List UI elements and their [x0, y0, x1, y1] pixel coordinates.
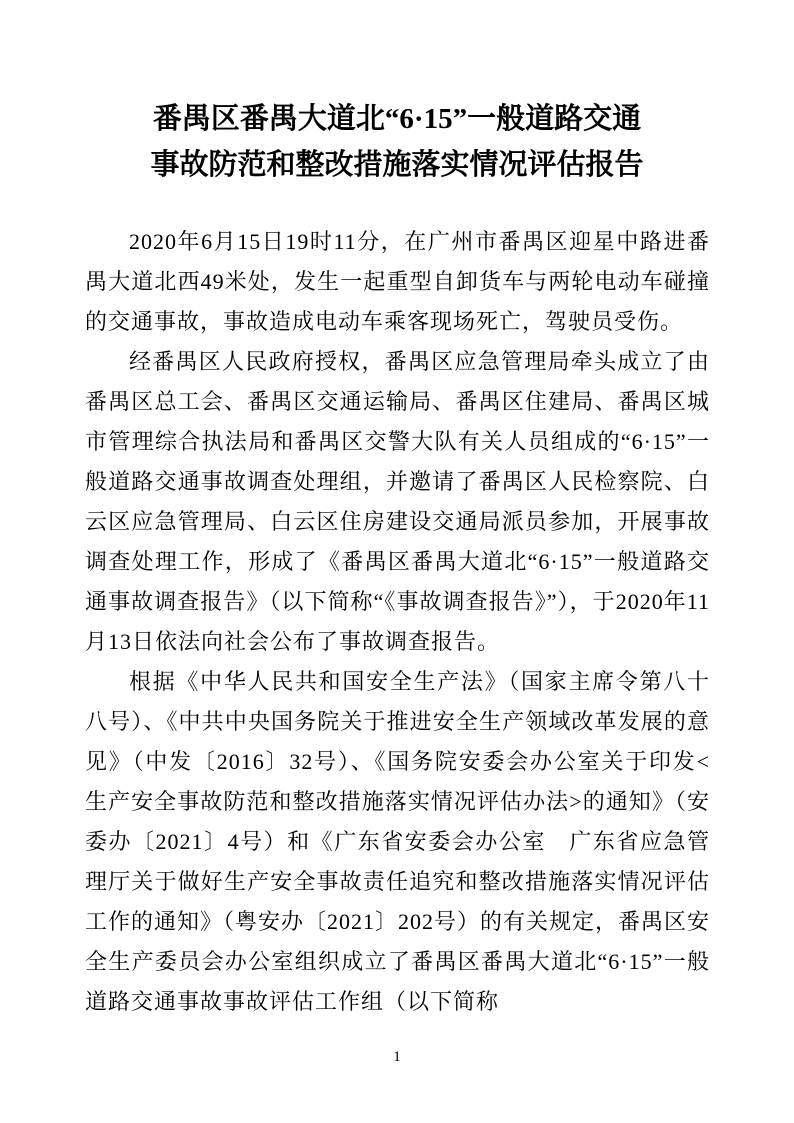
paragraph-investigation-group: 经番禺区人民政府授权，番禺区应急管理局牵头成立了由番禺区总工会、番禺区交通运输局、番禺区住建局、番禺区城市管理综合执法局和番禺区交警大队有关人员组成的“6·15”一般道路交通事故调查处理组，并邀请了番禺区人民检察院、白云区应急管理局、白云区住房建设交通局派员参加，开展事故调查处理工作，形成了《番禺区番禺大道北“6·15”一般道路交通事故调查报告》（以下简称“《事故调查报告》”），于2020年11月13日依法向社会公布了事故调查报告。: [85, 349, 710, 654]
document-title: [0, 96, 794, 188]
paragraph-legal-basis: 根据《中华人民共和国安全生产法》（国家主席令第八十八号）、《中共中央国务院关于推进安全生产领域改革发展的意见》（中发〔2016〕32号）、《国务院安委会办公室关于印发<生产安全事故防范和整改措施落实情况评估办法>的通知》（安委办〔2021〕4号）和《广东省安委会办公室 广东省应急管理厅关于做好生产安全事故责任追究和整改措施落实情况评估工作的通知》（粤安办〔2021〕202号）的有关规定，番禺区安全生产委员会办公室组织成立了番禺区番禺大道北“6·15”一般道路交通事故事故评估工作组（以下简称: [85, 669, 711, 1014]
page-number: 1: [393, 1049, 401, 1065]
document-body: [85, 222, 710, 1022]
title-line-2: 事故防范和整改措施落实情况评估报告: [150, 149, 644, 181]
title-line-1: 番禺区番禺大道北“6·15”一般道路交通: [152, 103, 642, 135]
paragraph-accident-summary: 2020年6月15日19时11分，在广州市番禺区迎星中路进番禺大道北西49米处，发生一起重型自卸货车与两轮电动车碰撞的交通事故，事故造成电动车乘客现场死亡，驾驶员受伤。: [85, 229, 710, 334]
